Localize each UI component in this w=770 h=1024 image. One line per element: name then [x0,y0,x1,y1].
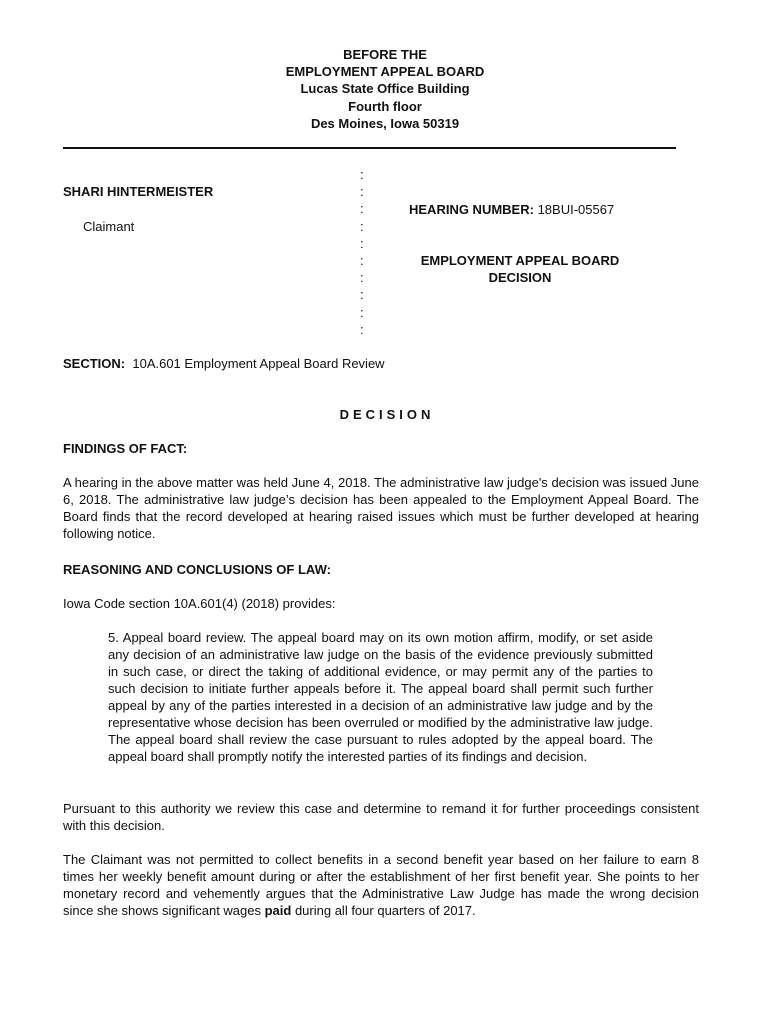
caption-colon-column [360,166,370,338]
claimant-paragraph [63,851,699,919]
header-line-2: EMPLOYMENT APPEAL BOARD [285,64,485,80]
findings-paragraph: A hearing in the above matter was held June 4, 2018. The administrative law judge's decision was issued June 6, 2018. The administrative law judge’s decision has been appealed to the Employment Appeal Board. The Board finds that the record developed at hearing raised issues which must be further developed at hearing following notice. [63,475,699,541]
document-header [0,46,770,132]
section-label: SECTION: [63,356,126,371]
decision-title-line-2: DECISION [488,270,552,285]
decision-title [400,252,640,286]
claimant-name: SHARI HINTERMEISTER [63,184,214,199]
caption-colon: : [360,304,364,320]
hearing-number-value: 18BUI-05567 [537,202,615,217]
decision-title-line-1: EMPLOYMENT APPEAL BOARD [420,253,620,268]
caption-colon: : [360,167,364,182]
caption-colon: : [360,321,364,337]
caption-colon: : [360,252,364,268]
header-line-4: Fourth floor [348,98,422,114]
code-intro: Iowa Code section 10A.601(4) (2018) provides: [63,596,336,611]
header-line-3: Lucas State Office Building [300,81,470,97]
caption-colon: : [360,218,364,234]
claimant-role: Claimant [83,219,135,234]
section-line [63,355,385,372]
caption-colon: : [360,201,364,217]
claimant-paragraph-emphasis: paid [264,903,292,918]
caption-colon: : [360,235,364,251]
header-line-1: BEFORE THE [343,47,427,62]
caption-colon: : [360,287,364,303]
claimant-paragraph-text: The Claimant was not permitted to collect benefits in a second benefit year based on her failure to earn 8 times her weekly benefit amount during or after the establishment of her first benefit year. She points to her monetary record and vehemently argues that the Administrative Law Judge has made the wrong decision since she shows significant wages [63,852,699,918]
statute-quote: 5. Appeal board review. The appeal board may on its own motion affirm, modify, or set aside any decision of an administrative law judge on the basis of the evidence previously submitted in such case, or direct the taking of additional evidence, or may permit any of the parties to such decision to initiate further appeals before it. The appeal board shall permit such further appeal by any of the parties interested in a decision of an administrative law judge and by the representative whose decision has been overruled or modified by the administrative law judge. The appeal board shall review the case pursuant to rules adopted by the appeal board. The appeal board shall promptly notify the interested parties of its findings and decision. [108,630,653,764]
findings-heading: FINDINGS OF FACT: [63,441,188,456]
claimant-paragraph-text-end: during all four quarters of 2017. [291,903,476,918]
decision-heading: DECISION [339,407,435,422]
caption-colon: : [360,270,364,286]
header-line-5: Des Moines, Iowa 50319 [310,115,460,131]
caption-colon: : [360,184,364,200]
hearing-number-label: HEARING NUMBER: [409,202,534,217]
reasoning-heading: REASONING AND CONCLUSIONS OF LAW: [63,562,331,577]
pursuant-paragraph: Pursuant to this authority we review this case and determine to remand it for further proceedings consistent with this decision. [63,801,699,833]
header-divider [63,147,676,149]
hearing-number [409,201,614,218]
section-value: 10A.601 Employment Appeal Board Review [132,356,385,371]
